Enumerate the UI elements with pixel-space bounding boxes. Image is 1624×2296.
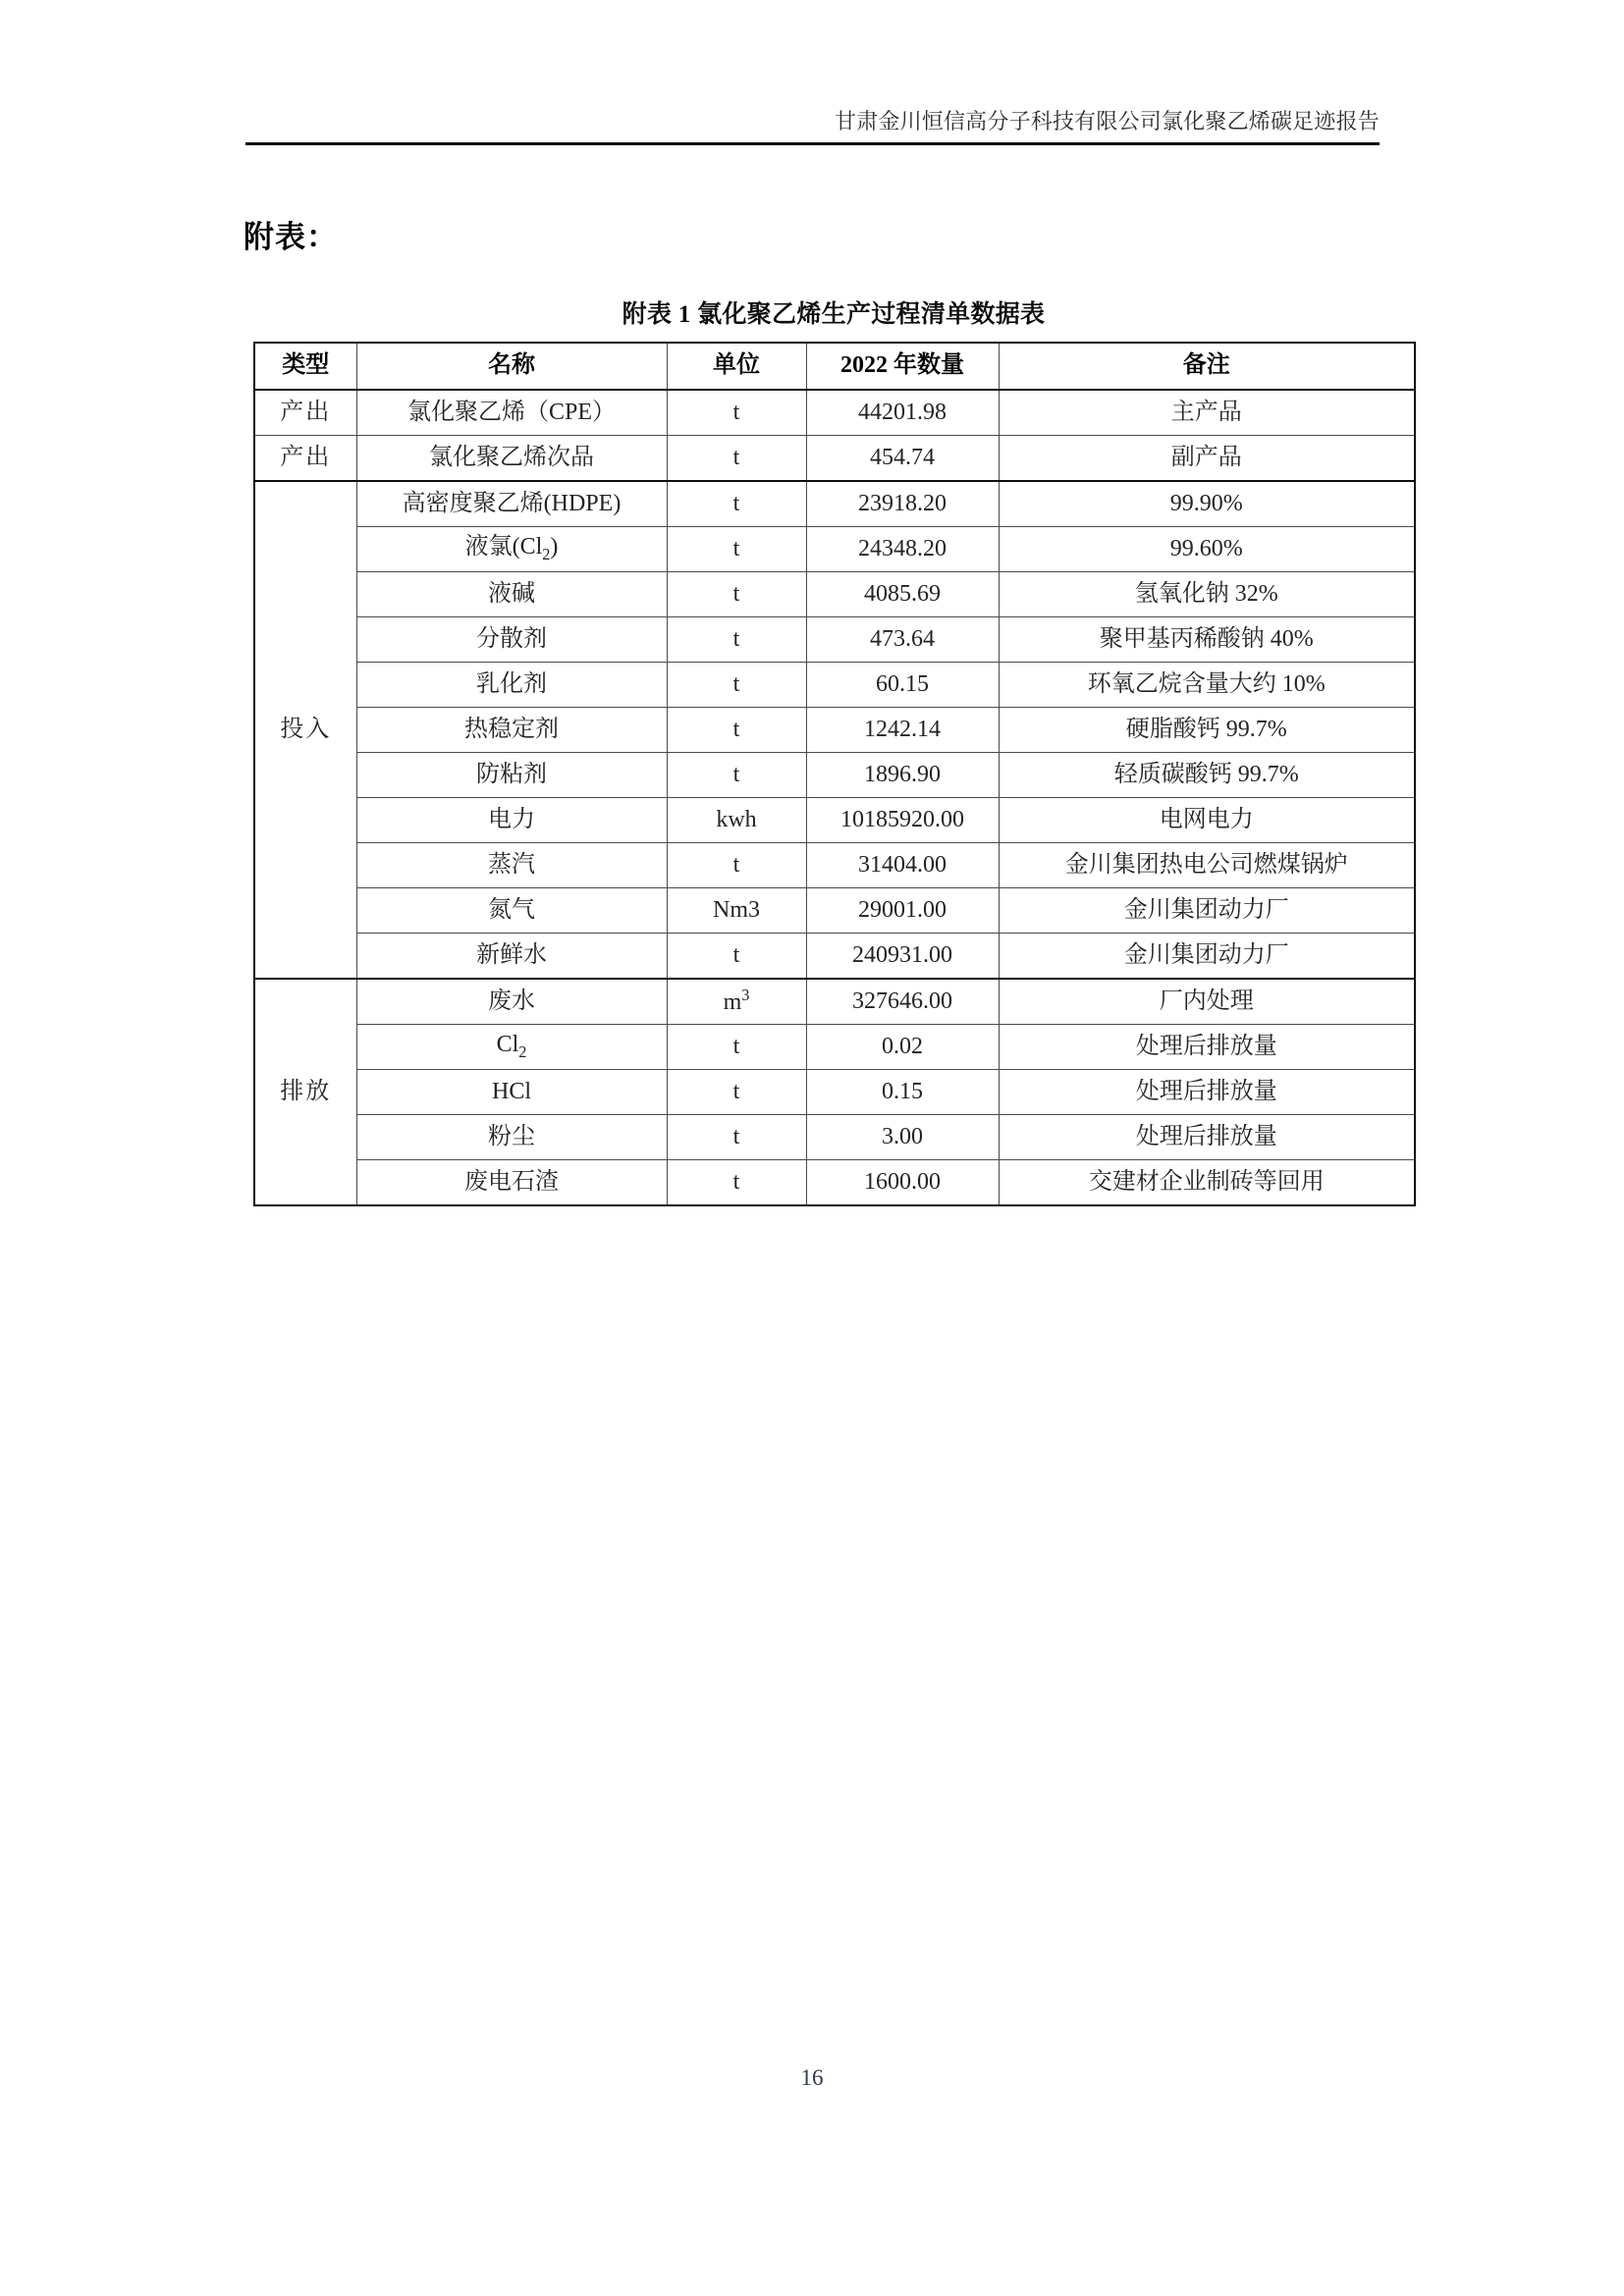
- table-row: [254, 390, 1415, 436]
- column-header-note: 备注: [999, 343, 1415, 390]
- table-row: [254, 1070, 1415, 1115]
- row-type-cell: 排放: [254, 979, 356, 1205]
- row-unit-cell: t: [667, 617, 806, 663]
- row-name-cell: 热稳定剂: [356, 708, 667, 753]
- row-type-cell: 产出: [254, 436, 356, 482]
- page-number: 16: [800, 2065, 824, 2090]
- table-row: [254, 572, 1415, 617]
- row-type-cell: 投入: [254, 481, 356, 979]
- column-header-type: 类型: [254, 343, 356, 390]
- table-row: [254, 1025, 1415, 1070]
- row-quantity-cell: 473.64: [806, 617, 999, 663]
- row-unit-cell: t: [667, 436, 806, 482]
- row-name-cell: 废电石渣: [356, 1160, 667, 1206]
- row-name-cell: 新鲜水: [356, 934, 667, 980]
- row-quantity-cell: 4085.69: [806, 572, 999, 617]
- row-note-cell: 处理后排放量: [999, 1025, 1415, 1070]
- row-note-cell: 处理后排放量: [999, 1115, 1415, 1160]
- row-type-cell: 产出: [254, 390, 356, 436]
- row-unit-cell: kwh: [667, 798, 806, 843]
- table-row: [254, 708, 1415, 753]
- table-row: [254, 1160, 1415, 1206]
- row-note-cell: 硬脂酸钙 99.7%: [999, 708, 1415, 753]
- row-name-cell: 乳化剂: [356, 663, 667, 708]
- row-unit-cell: t: [667, 1115, 806, 1160]
- row-note-cell: 环氧乙烷含量大约 10%: [999, 663, 1415, 708]
- table-header-row: [254, 343, 1415, 390]
- table-row: [254, 663, 1415, 708]
- row-unit-cell: t: [667, 1160, 806, 1206]
- row-unit-cell: t: [667, 708, 806, 753]
- row-note-cell: 轻质碳酸钙 99.7%: [999, 753, 1415, 798]
- row-note-cell: 氢氧化钠 32%: [999, 572, 1415, 617]
- table-row: [254, 436, 1415, 482]
- row-quantity-cell: 1600.00: [806, 1160, 999, 1206]
- table-body: [254, 390, 1415, 1205]
- row-note-cell: 99.90%: [999, 481, 1415, 527]
- row-unit-cell: t: [667, 753, 806, 798]
- table-row: [254, 888, 1415, 934]
- row-quantity-cell: 3.00: [806, 1115, 999, 1160]
- header-divider: [245, 142, 1380, 145]
- column-header-name: 名称: [356, 343, 667, 390]
- row-quantity-cell: 454.74: [806, 436, 999, 482]
- row-name-cell: HCl: [356, 1070, 667, 1115]
- row-name-cell: 蒸汽: [356, 843, 667, 888]
- row-unit-cell: t: [667, 1025, 806, 1070]
- row-quantity-cell: 0.02: [806, 1025, 999, 1070]
- table-row: [254, 753, 1415, 798]
- row-note-cell: 副产品: [999, 436, 1415, 482]
- row-note-cell: 主产品: [999, 390, 1415, 436]
- row-unit-cell: t: [667, 663, 806, 708]
- row-name-cell: $Cl_2$: [356, 1025, 667, 1070]
- row-quantity-cell: 60.15: [806, 663, 999, 708]
- row-unit-cell: t: [667, 1070, 806, 1115]
- table-caption: 附表 1 氯化聚乙烯生产过程清单数据表: [622, 301, 1046, 328]
- row-name-cell: 防粘剂: [356, 753, 667, 798]
- row-note-cell: 处理后排放量: [999, 1070, 1415, 1115]
- table-row: [254, 527, 1415, 572]
- row-unit-cell: t: [667, 843, 806, 888]
- row-quantity-cell: 1242.14: [806, 708, 999, 753]
- row-unit-cell: t: [667, 572, 806, 617]
- row-quantity-cell: 29001.00: [806, 888, 999, 934]
- row-note-cell: 金川集团动力厂: [999, 934, 1415, 980]
- row-name-cell: 液碱: [356, 572, 667, 617]
- row-note-cell: 厂内处理: [999, 979, 1415, 1025]
- row-unit-cell: t: [667, 527, 806, 572]
- row-quantity-cell: 0.15: [806, 1070, 999, 1115]
- row-name-cell: 液氯$(Cl_2)$: [356, 527, 667, 572]
- row-note-cell: 99.60%: [999, 527, 1415, 572]
- running-header-text: 甘肃金川恒信高分子科技有限公司氯化聚乙烯碳足迹报告: [834, 109, 1380, 133]
- row-quantity-cell: 327646.00: [806, 979, 999, 1025]
- row-note-cell: 金川集团热电公司燃煤锅炉: [999, 843, 1415, 888]
- row-name-cell: 氯化聚乙烯次品: [356, 436, 667, 482]
- row-name-cell: 电力: [356, 798, 667, 843]
- row-name-cell: 分散剂: [356, 617, 667, 663]
- table-row: [254, 934, 1415, 980]
- running-header: [245, 110, 1380, 145]
- column-header-unit: 单位: [667, 343, 806, 390]
- row-name-cell: 废水: [356, 979, 667, 1025]
- row-unit-cell: t: [667, 934, 806, 980]
- table-row: [254, 843, 1415, 888]
- row-note-cell: 金川集团动力厂: [999, 888, 1415, 934]
- table-row: [254, 481, 1415, 527]
- row-quantity-cell: 23918.20: [806, 481, 999, 527]
- row-name-cell: 粉尘: [356, 1115, 667, 1160]
- row-quantity-cell: 24348.20: [806, 527, 999, 572]
- table-row: [254, 979, 1415, 1025]
- row-quantity-cell: 31404.00: [806, 843, 999, 888]
- row-quantity-cell: 10185920.00: [806, 798, 999, 843]
- row-note-cell: 聚甲基丙稀酸钠 40%: [999, 617, 1415, 663]
- row-note-cell: 电网电力: [999, 798, 1415, 843]
- table-row: [254, 1115, 1415, 1160]
- row-unit-cell: Nm3: [667, 888, 806, 934]
- table-row: [254, 617, 1415, 663]
- column-header-quantity: 2022 年数量: [806, 343, 999, 390]
- section-heading: 附表：: [244, 220, 338, 254]
- row-note-cell: 交建材企业制砖等回用: [999, 1160, 1415, 1206]
- row-unit-cell: t: [667, 481, 806, 527]
- row-quantity-cell: 1896.90: [806, 753, 999, 798]
- inventory-table-wrapper: [253, 342, 1414, 1206]
- row-unit-cell: $m^3$: [667, 979, 806, 1025]
- row-name-cell: 氮气: [356, 888, 667, 934]
- row-name-cell: 氯化聚乙烯（CPE）: [356, 390, 667, 436]
- inventory-table: [253, 342, 1416, 1206]
- table-row: [254, 798, 1415, 843]
- row-quantity-cell: 44201.98: [806, 390, 999, 436]
- row-quantity-cell: 240931.00: [806, 934, 999, 980]
- row-unit-cell: t: [667, 390, 806, 436]
- row-name-cell: 高密度聚乙烯(HDPE): [356, 481, 667, 527]
